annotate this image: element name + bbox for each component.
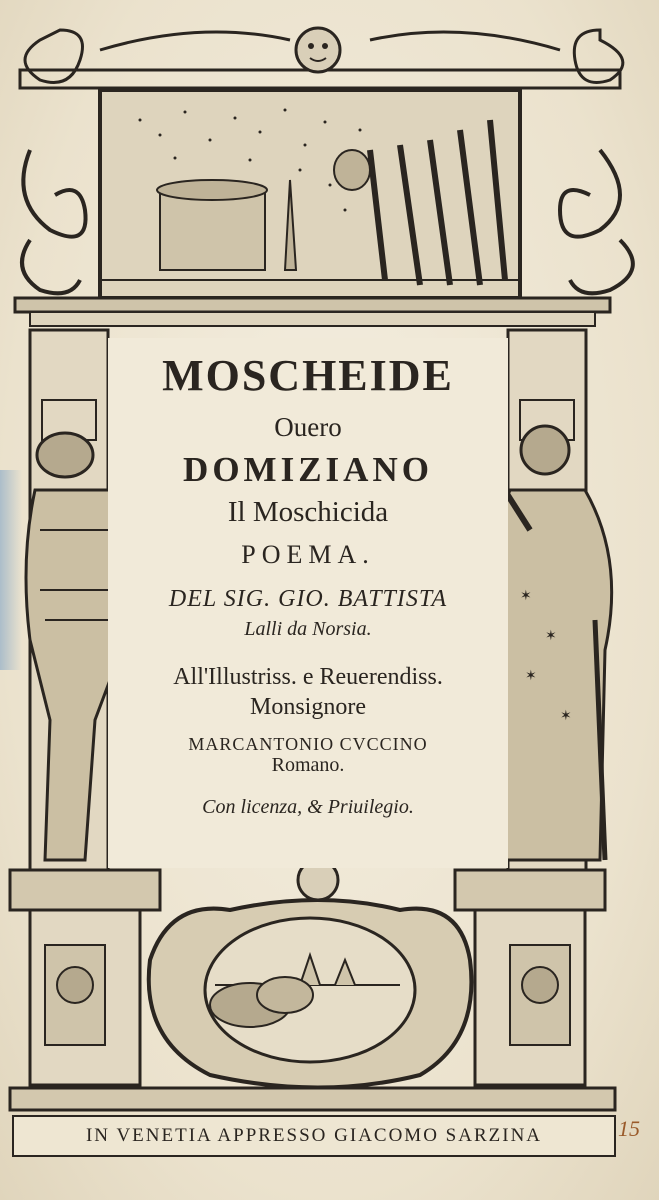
dedication-line: All'Illustriss. e Reuerendiss. <box>173 664 443 690</box>
author-line: DEL SIG. GIO. BATTISTA <box>168 586 448 612</box>
subtitle-domiziano: DOMIZIANO <box>183 450 433 489</box>
frame-base <box>10 1088 615 1110</box>
right-pedestal <box>455 870 605 1085</box>
book-title: MOSCHEIDE <box>162 351 454 400</box>
dedication-title: Monsignore <box>250 694 366 720</box>
dedicatee-name: MARCANTONIO CVCCINO <box>188 734 428 754</box>
author-name: Lalli da Norsia. <box>244 618 372 640</box>
svg-text:✶: ✶ <box>525 669 537 684</box>
imprint: IN VENETIA APPRESSO GIACOMO SARZINA <box>12 1115 616 1157</box>
dedicatee-origin: Romano. <box>271 754 345 776</box>
bottom-cartouche <box>149 860 472 1088</box>
svg-text:✶: ✶ <box>545 629 557 644</box>
entablature <box>15 298 610 326</box>
top-mask-ornament <box>296 28 340 72</box>
subtitle-moschicida: Il Moschicida <box>227 496 389 528</box>
top-scene-panel <box>100 90 520 298</box>
genre-label: POEMA. <box>241 540 375 569</box>
license-line: Con licenza, & Priuilegio. <box>202 796 414 818</box>
page-number: 15 <box>618 1116 640 1141</box>
svg-text:✶: ✶ <box>520 589 532 604</box>
left-pedestal <box>10 870 160 1085</box>
svg-text:✶: ✶ <box>560 709 572 724</box>
subtitle-ouero: Ouero <box>274 412 342 442</box>
